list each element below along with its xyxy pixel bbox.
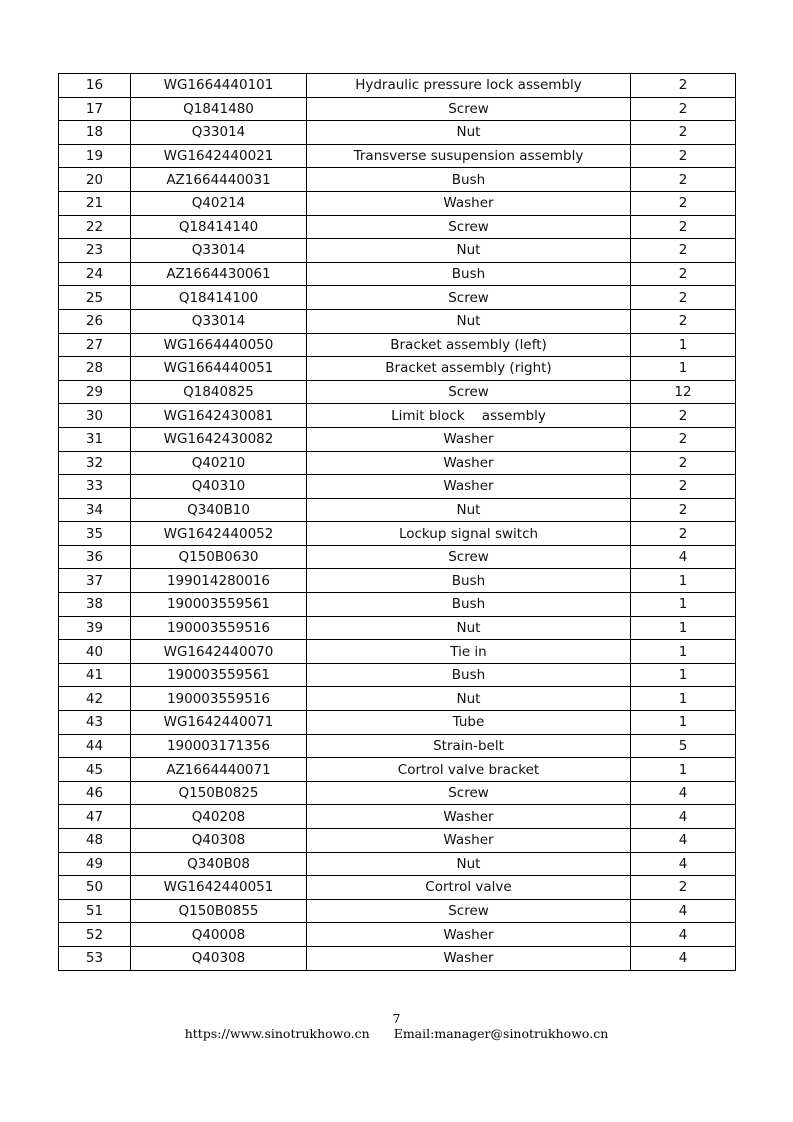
- description-cell: Nut: [307, 616, 631, 640]
- item-number-cell: 50: [59, 876, 131, 900]
- table-row: [59, 805, 736, 829]
- item-number-cell: 36: [59, 545, 131, 569]
- item-number-cell: 51: [59, 899, 131, 923]
- part-number-cell: WG1664440051: [131, 357, 307, 381]
- table-row: [59, 97, 736, 121]
- quantity-cell: 2: [631, 262, 736, 286]
- quantity-cell: 5: [631, 734, 736, 758]
- table-row: [59, 687, 736, 711]
- quantity-cell: 2: [631, 168, 736, 192]
- table-row: [59, 451, 736, 475]
- quantity-cell: 4: [631, 923, 736, 947]
- quantity-cell: 2: [631, 404, 736, 428]
- table-row: [59, 663, 736, 687]
- table-row: [59, 946, 736, 970]
- part-number-cell: Q340B08: [131, 852, 307, 876]
- description-cell: Washer: [307, 829, 631, 853]
- description-cell: Bracket assembly (left): [307, 333, 631, 357]
- item-number-cell: 52: [59, 923, 131, 947]
- quantity-cell: 4: [631, 805, 736, 829]
- item-number-cell: 34: [59, 498, 131, 522]
- quantity-cell: 2: [631, 97, 736, 121]
- description-cell: Bush: [307, 168, 631, 192]
- description-cell: Bracket assembly (right): [307, 357, 631, 381]
- description-cell: Nut: [307, 121, 631, 145]
- page-number: 7: [392, 1011, 401, 1026]
- description-cell: Tie in: [307, 640, 631, 664]
- description-cell: Bush: [307, 593, 631, 617]
- description-cell: Transverse susupension assembly: [307, 144, 631, 168]
- quantity-cell: 1: [631, 640, 736, 664]
- item-number-cell: 37: [59, 569, 131, 593]
- quantity-cell: 4: [631, 946, 736, 970]
- part-number-cell: Q1841480: [131, 97, 307, 121]
- part-number-cell: WG1664440050: [131, 333, 307, 357]
- description-cell: Bush: [307, 663, 631, 687]
- table-row: [59, 380, 736, 404]
- description-cell: Screw: [307, 899, 631, 923]
- quantity-cell: 4: [631, 829, 736, 853]
- table-row: [59, 427, 736, 451]
- part-number-cell: Q33014: [131, 239, 307, 263]
- part-number-cell: Q40310: [131, 475, 307, 499]
- part-number-cell: 190003171356: [131, 734, 307, 758]
- part-number-cell: WG1642440052: [131, 522, 307, 546]
- item-number-cell: 21: [59, 191, 131, 215]
- table-row: [59, 286, 736, 310]
- part-number-cell: Q40210: [131, 451, 307, 475]
- table-row: [59, 357, 736, 381]
- item-number-cell: 48: [59, 829, 131, 853]
- item-number-cell: 44: [59, 734, 131, 758]
- part-number-cell: Q40308: [131, 829, 307, 853]
- item-number-cell: 53: [59, 946, 131, 970]
- description-cell: Screw: [307, 380, 631, 404]
- table-row: [59, 781, 736, 805]
- part-number-cell: AZ1664430061: [131, 262, 307, 286]
- table-row: [59, 899, 736, 923]
- part-number-cell: 190003559516: [131, 687, 307, 711]
- part-number-cell: AZ1664440031: [131, 168, 307, 192]
- quantity-cell: 1: [631, 357, 736, 381]
- item-number-cell: 20: [59, 168, 131, 192]
- footer-contact: [0, 1026, 793, 1041]
- part-number-cell: Q150B0825: [131, 781, 307, 805]
- table-row: [59, 522, 736, 546]
- table-row: [59, 616, 736, 640]
- quantity-cell: 2: [631, 451, 736, 475]
- item-number-cell: 41: [59, 663, 131, 687]
- quantity-cell: 2: [631, 309, 736, 333]
- part-number-cell: Q1840825: [131, 380, 307, 404]
- description-cell: Cortrol valve: [307, 876, 631, 900]
- description-cell: Screw: [307, 97, 631, 121]
- description-cell: Washer: [307, 805, 631, 829]
- item-number-cell: 31: [59, 427, 131, 451]
- parts-table: [58, 73, 736, 971]
- quantity-cell: 2: [631, 286, 736, 310]
- table-row: [59, 168, 736, 192]
- item-number-cell: 40: [59, 640, 131, 664]
- part-number-cell: AZ1664440071: [131, 758, 307, 782]
- quantity-cell: 1: [631, 333, 736, 357]
- part-number-cell: Q18414100: [131, 286, 307, 310]
- description-cell: Screw: [307, 286, 631, 310]
- item-number-cell: 23: [59, 239, 131, 263]
- item-number-cell: 26: [59, 309, 131, 333]
- footer-website: https://www.sinotrukhowo.cn: [184, 1026, 370, 1041]
- description-cell: Screw: [307, 781, 631, 805]
- description-cell: Washer: [307, 946, 631, 970]
- description-cell: Bush: [307, 569, 631, 593]
- quantity-cell: 2: [631, 144, 736, 168]
- part-number-cell: Q40008: [131, 923, 307, 947]
- item-number-cell: 33: [59, 475, 131, 499]
- part-number-cell: Q40308: [131, 946, 307, 970]
- description-cell: Washer: [307, 427, 631, 451]
- item-number-cell: 49: [59, 852, 131, 876]
- part-number-cell: 190003559561: [131, 663, 307, 687]
- item-number-cell: 43: [59, 711, 131, 735]
- part-number-cell: WG1642430082: [131, 427, 307, 451]
- description-cell: Screw: [307, 545, 631, 569]
- description-cell: Washer: [307, 475, 631, 499]
- description-cell: Strain-belt: [307, 734, 631, 758]
- item-number-cell: 47: [59, 805, 131, 829]
- quantity-cell: 1: [631, 593, 736, 617]
- table-row: [59, 498, 736, 522]
- table-row: [59, 215, 736, 239]
- quantity-cell: 2: [631, 121, 736, 145]
- table-row: [59, 404, 736, 428]
- table-row: [59, 829, 736, 853]
- table-row: [59, 144, 736, 168]
- quantity-cell: 2: [631, 215, 736, 239]
- item-number-cell: 45: [59, 758, 131, 782]
- part-number-cell: WG1664440101: [131, 74, 307, 98]
- description-cell: Nut: [307, 498, 631, 522]
- table-row: [59, 121, 736, 145]
- quantity-cell: 2: [631, 74, 736, 98]
- table-row: [59, 475, 736, 499]
- part-number-cell: WG1642440071: [131, 711, 307, 735]
- description-cell: Washer: [307, 191, 631, 215]
- item-number-cell: 30: [59, 404, 131, 428]
- table-row: [59, 262, 736, 286]
- description-cell: Nut: [307, 239, 631, 263]
- part-number-cell: WG1642440070: [131, 640, 307, 664]
- quantity-cell: 4: [631, 545, 736, 569]
- quantity-cell: 4: [631, 899, 736, 923]
- item-number-cell: 16: [59, 74, 131, 98]
- quantity-cell: 2: [631, 522, 736, 546]
- item-number-cell: 19: [59, 144, 131, 168]
- item-number-cell: 32: [59, 451, 131, 475]
- description-cell: Bush: [307, 262, 631, 286]
- part-number-cell: 199014280016: [131, 569, 307, 593]
- description-cell: Tube: [307, 711, 631, 735]
- table-row: [59, 239, 736, 263]
- item-number-cell: 17: [59, 97, 131, 121]
- table-row: [59, 758, 736, 782]
- part-number-cell: WG1642440051: [131, 876, 307, 900]
- description-cell: Limit block assembly: [307, 404, 631, 428]
- quantity-cell: 1: [631, 687, 736, 711]
- item-number-cell: 35: [59, 522, 131, 546]
- part-number-cell: Q33014: [131, 121, 307, 145]
- description-cell: Washer: [307, 451, 631, 475]
- item-number-cell: 28: [59, 357, 131, 381]
- part-number-cell: Q18414140: [131, 215, 307, 239]
- table-row: [59, 711, 736, 735]
- quantity-cell: 2: [631, 427, 736, 451]
- item-number-cell: 27: [59, 333, 131, 357]
- quantity-cell: 2: [631, 191, 736, 215]
- item-number-cell: 38: [59, 593, 131, 617]
- table-row: [59, 734, 736, 758]
- quantity-cell: 4: [631, 852, 736, 876]
- item-number-cell: 25: [59, 286, 131, 310]
- part-number-cell: 190003559561: [131, 593, 307, 617]
- part-number-cell: WG1642440021: [131, 144, 307, 168]
- description-cell: Cortrol valve bracket: [307, 758, 631, 782]
- quantity-cell: 12: [631, 380, 736, 404]
- quantity-cell: 1: [631, 663, 736, 687]
- part-number-cell: WG1642430081: [131, 404, 307, 428]
- table-row: [59, 876, 736, 900]
- quantity-cell: 2: [631, 876, 736, 900]
- quantity-cell: 1: [631, 569, 736, 593]
- quantity-cell: 2: [631, 475, 736, 499]
- description-cell: Screw: [307, 215, 631, 239]
- table-row: [59, 640, 736, 664]
- item-number-cell: 42: [59, 687, 131, 711]
- quantity-cell: 2: [631, 239, 736, 263]
- quantity-cell: 1: [631, 711, 736, 735]
- part-number-cell: 190003559516: [131, 616, 307, 640]
- description-cell: Nut: [307, 852, 631, 876]
- part-number-cell: Q150B0855: [131, 899, 307, 923]
- part-number-cell: Q40208: [131, 805, 307, 829]
- table-row: [59, 569, 736, 593]
- part-number-cell: Q340B10: [131, 498, 307, 522]
- item-number-cell: 46: [59, 781, 131, 805]
- description-cell: Washer: [307, 923, 631, 947]
- table-row: [59, 191, 736, 215]
- part-number-cell: Q150B0630: [131, 545, 307, 569]
- item-number-cell: 22: [59, 215, 131, 239]
- part-number-cell: Q33014: [131, 309, 307, 333]
- description-cell: Nut: [307, 687, 631, 711]
- table-row: [59, 593, 736, 617]
- table-row: [59, 923, 736, 947]
- parts-table-body: [59, 74, 736, 971]
- table-row: [59, 545, 736, 569]
- item-number-cell: 39: [59, 616, 131, 640]
- footer-email: Email:manager@sinotrukhowo.cn: [393, 1026, 609, 1041]
- description-cell: Lockup signal switch: [307, 522, 631, 546]
- quantity-cell: 1: [631, 616, 736, 640]
- item-number-cell: 18: [59, 121, 131, 145]
- item-number-cell: 29: [59, 380, 131, 404]
- quantity-cell: 2: [631, 498, 736, 522]
- table-row: [59, 333, 736, 357]
- quantity-cell: 1: [631, 758, 736, 782]
- part-number-cell: Q40214: [131, 191, 307, 215]
- table-row: [59, 74, 736, 98]
- table-row: [59, 309, 736, 333]
- table-row: [59, 852, 736, 876]
- description-cell: Hydraulic pressure lock assembly: [307, 74, 631, 98]
- item-number-cell: 24: [59, 262, 131, 286]
- description-cell: Nut: [307, 309, 631, 333]
- quantity-cell: 4: [631, 781, 736, 805]
